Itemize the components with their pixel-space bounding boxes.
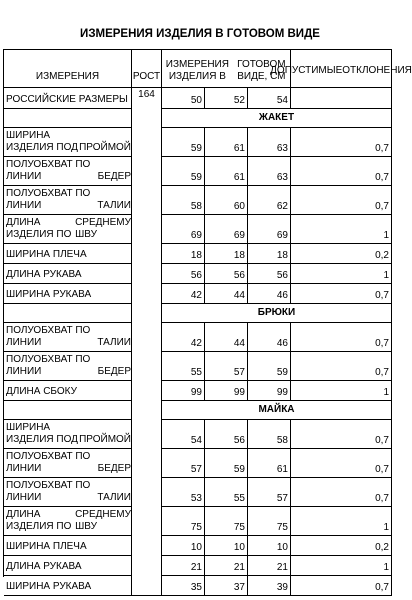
measurement-name: ПОЛУОБХВАТ ПО ЛИНИИ ТАЛИИ: [4, 323, 132, 352]
measurement-value: 99: [248, 381, 291, 401]
measurement-value: 57: [205, 352, 248, 381]
measurement-tolerance: 0,7: [291, 128, 392, 157]
measurement-value: 44: [205, 284, 248, 304]
measurement-tolerance: 1: [291, 507, 392, 536]
measurement-value: 75: [205, 507, 248, 536]
measurement-value: 44: [205, 323, 248, 352]
measurement-name: ДЛИНА ИЗДЕЛИЯ ПО СРЕДНЕМУ ШВУ: [4, 215, 132, 244]
measurement-value: 42: [162, 284, 205, 304]
measurement-value: 59: [248, 352, 291, 381]
measurement-tolerance: 0,7: [291, 186, 392, 215]
measurement-value: 63: [248, 157, 291, 186]
measurement-name: ПОЛУОБХВАТ ПО ЛИНИИ БЕДЕР: [4, 449, 132, 478]
measurement-value: 10: [162, 536, 205, 556]
measurement-value: 61: [248, 449, 291, 478]
measurement-name: ШИРИНА ПЛЕЧА: [4, 536, 132, 556]
russian-size-value: 50: [162, 88, 205, 109]
header-height: РОСТ: [132, 50, 162, 88]
measurement-value: 35: [162, 576, 205, 596]
header-tolerance: ДОПУСТИМЫЕ ОТКЛОНЕНИЯ: [291, 50, 392, 88]
measurement-value: 46: [248, 323, 291, 352]
measurement-name: ПОЛУОБХВАТ ПО ЛИНИИ ТАЛИИ: [4, 186, 132, 215]
measurement-tolerance: 0,7: [291, 576, 392, 596]
measurement-value: 56: [205, 420, 248, 449]
measurement-name: ДЛИНА ИЗДЕЛИЯ ПО СРЕДНЕМУ ШВУ: [4, 507, 132, 536]
measurement-name: ШИРИНА ИЗДЕЛИЯ ПОД ПРОЙМОЙ: [4, 128, 132, 157]
section-title: МАЙКА: [162, 401, 392, 420]
measurement-value: 10: [205, 536, 248, 556]
measurement-name: ДЛИНА РУКАВА: [4, 556, 132, 576]
measurement-value: 10: [248, 536, 291, 556]
section-title: ЖАКЕТ: [162, 109, 392, 128]
measurement-value: 56: [248, 264, 291, 284]
measurement-value: 61: [205, 128, 248, 157]
measurement-value: 54: [162, 420, 205, 449]
measurement-tolerance: 1: [291, 556, 392, 576]
header-sizes: ИЗМЕРЕНИЯ ИЗДЕЛИЯ В ГОТОВОМ ВИДЕ, СМ: [162, 50, 291, 88]
measurement-tolerance: 0,7: [291, 449, 392, 478]
measurement-value: 46: [248, 284, 291, 304]
measurement-tolerance: 1: [291, 381, 392, 401]
measurement-value: 58: [162, 186, 205, 215]
measurement-value: 61: [205, 157, 248, 186]
measurement-value: 75: [248, 507, 291, 536]
measurement-tolerance: 0,7: [291, 284, 392, 304]
russian-sizes-tolerance: [291, 88, 392, 109]
measurement-name: ШИРИНА РУКАВА: [4, 576, 132, 596]
section-blank: [4, 304, 132, 323]
header-measurements: ИЗМЕРЕНИЯ: [4, 50, 132, 88]
measurement-tolerance: 0,7: [291, 478, 392, 507]
measurement-value: 99: [162, 381, 205, 401]
measurement-value: 62: [248, 186, 291, 215]
measurement-value: 21: [248, 556, 291, 576]
measurement-value: 55: [205, 478, 248, 507]
measurement-value: 18: [162, 244, 205, 264]
measurement-value: 57: [162, 449, 205, 478]
measurement-value: 42: [162, 323, 205, 352]
measurement-value: 21: [205, 556, 248, 576]
russian-size-value: 54: [248, 88, 291, 109]
page-title: ИЗМЕРЕНИЯ ИЗДЕЛИЯ В ГОТОВОМ ВИДЕ: [80, 28, 320, 40]
measurement-name: ШИРИНА РУКАВА: [4, 284, 132, 304]
measurement-value: 58: [248, 420, 291, 449]
measurement-tolerance: 0,2: [291, 536, 392, 556]
measurement-tolerance: 1: [291, 264, 392, 284]
height-value: 164: [132, 88, 162, 596]
measurement-name: ШИРИНА ПЛЕЧА: [4, 244, 132, 264]
measurement-value: 55: [162, 352, 205, 381]
measurement-name: ДЛИНА СБОКУ: [4, 381, 132, 401]
measurement-tolerance: 0,7: [291, 157, 392, 186]
measurement-value: 59: [162, 157, 205, 186]
measurement-value: 69: [162, 215, 205, 244]
measurement-tolerance: 0,7: [291, 323, 392, 352]
measurement-value: 60: [205, 186, 248, 215]
measurement-value: 18: [248, 244, 291, 264]
measurement-value: 53: [162, 478, 205, 507]
measurement-name: ДЛИНА РУКАВА: [4, 264, 132, 284]
measurement-value: 69: [205, 215, 248, 244]
measurement-value: 37: [205, 576, 248, 596]
russian-size-value: 52: [205, 88, 248, 109]
measurement-value: 56: [162, 264, 205, 284]
measurement-value: 59: [205, 449, 248, 478]
measurement-tolerance: 0,2: [291, 244, 392, 264]
section-blank: [4, 401, 132, 420]
measurement-value: 21: [162, 556, 205, 576]
measurement-name: ПОЛУОБХВАТ ПО ЛИНИИ БЕДЕР: [4, 352, 132, 381]
measurement-value: 18: [205, 244, 248, 264]
russian-sizes-label: РОССИЙСКИЕ РАЗМЕРЫ: [4, 88, 132, 109]
measurement-value: 75: [162, 507, 205, 536]
measurement-value: 63: [248, 128, 291, 157]
measurement-value: 56: [205, 264, 248, 284]
measurement-value: 39: [248, 576, 291, 596]
measurement-value: 59: [162, 128, 205, 157]
measurement-value: 69: [248, 215, 291, 244]
measurement-tolerance: 0,7: [291, 352, 392, 381]
measurement-name: ПОЛУОБХВАТ ПО ЛИНИИ БЕДЕР: [4, 157, 132, 186]
measurement-tolerance: 1: [291, 215, 392, 244]
section-blank: [4, 109, 132, 128]
measurement-name: ШИРИНА ИЗДЕЛИЯ ПОД ПРОЙМОЙ: [4, 420, 132, 449]
section-title: БРЮКИ: [162, 304, 392, 323]
measurement-name: ПОЛУОБХВАТ ПО ЛИНИИ ТАЛИИ: [4, 478, 132, 507]
measurement-value: 99: [205, 381, 248, 401]
measurement-tolerance: 0,7: [291, 420, 392, 449]
measurements-table: [3, 49, 412, 593]
measurement-value: 57: [248, 478, 291, 507]
